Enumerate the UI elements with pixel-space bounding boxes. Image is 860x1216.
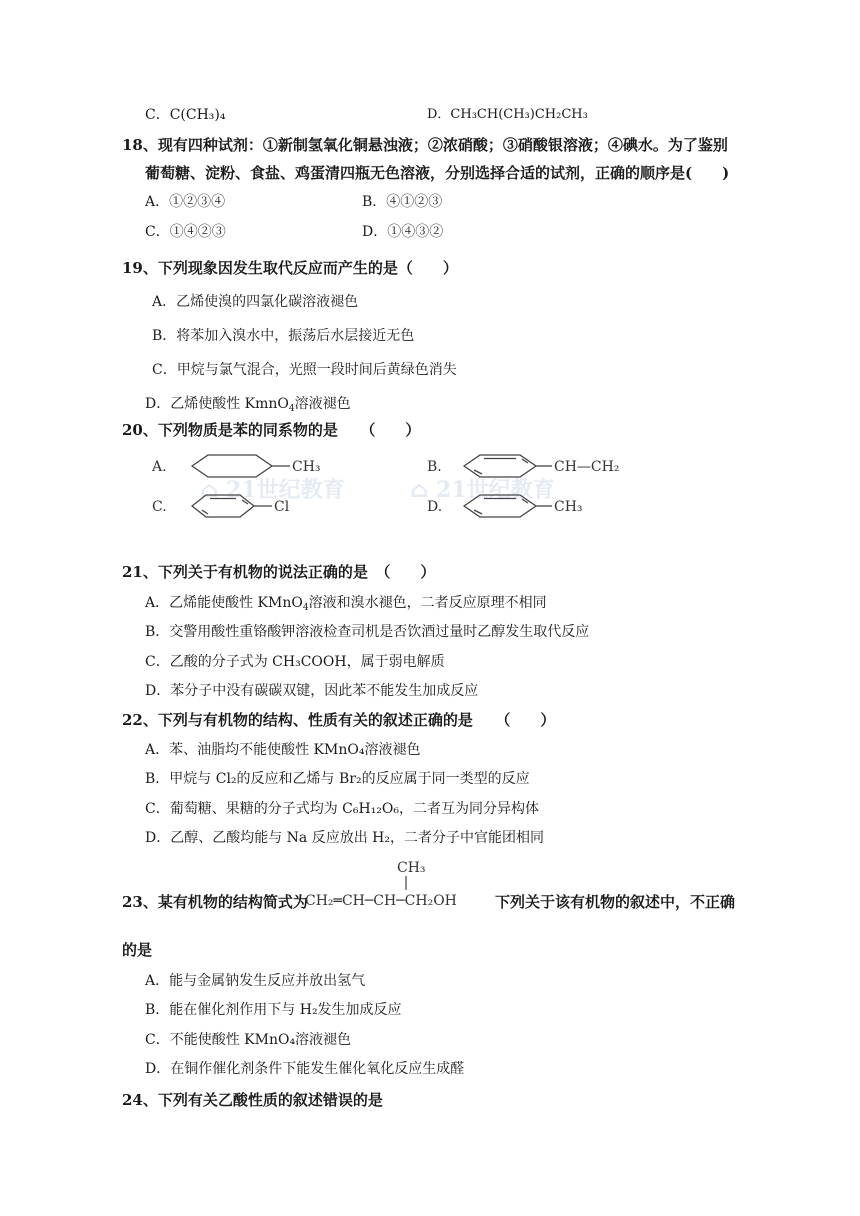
q23-option-b: B．能在催化剂作用下与 H₂发生加成反应 <box>145 1002 402 1018</box>
q22-option-a: A．苯、油脂均不能使酸性 KMnO₄溶液褪色 <box>145 742 421 758</box>
benzene-ring-b <box>464 455 536 477</box>
q23-main-chain: CH₂═CH─CH─CH₂OH <box>305 893 457 909</box>
q21-option-d: D．苯分子中没有碳碳双键，因此苯不能发生加成反应 <box>145 683 479 699</box>
q18-stem-line1: 18、现有四种试剂：①新制氢氧化铜悬浊液；②浓硝酸；③硝酸银溶液；④碘水。为了鉴别 <box>122 136 728 154</box>
q20-group-d: CH₃ <box>554 499 583 515</box>
q23-stem-pre: 23、某有机物的结构简式为 <box>122 893 308 911</box>
q18-option-b: B．④①②③ <box>362 194 443 210</box>
benzene-ring-d <box>464 495 536 517</box>
q20-label-b: B. <box>427 459 442 475</box>
q19-option-c: C．甲烷与氯气混合，光照一段时间后黄绿色消失 <box>152 362 457 378</box>
q19-option-d <box>145 394 351 414</box>
q18-option-a: A．①②③④ <box>145 194 226 210</box>
q19-stem: 19、下列现象因发生取代反应而产生的是（ ） <box>122 259 458 277</box>
q20-group-c: Cl <box>274 499 290 515</box>
q23-option-a: A．能与金属钠发生反应并放出氢气 <box>145 973 366 989</box>
q24-stem: 24、下列有关乙酸性质的叙述错误的是 <box>122 1091 383 1109</box>
q20-group-a: CH₃ <box>292 459 321 475</box>
q19-option-d-subscript: 4 <box>288 404 295 414</box>
svg-text:⌂ 21世纪教育: ⌂ 21世纪教育 <box>200 477 345 503</box>
q20-label-c: C. <box>152 499 167 515</box>
q19-option-d-text-end: 溶液褪色 <box>294 396 351 412</box>
q23-structure-formula <box>305 855 495 915</box>
q23-option-c: C．不能使酸性 KMnO₄溶液褪色 <box>145 1032 352 1048</box>
q23-option-d: D．在铜作催化剂条件下能发生催化氧化反应生成醛 <box>145 1061 465 1077</box>
q21-option-c: C．乙酸的分子式为 CH₃COOH，属于弱电解质 <box>145 654 445 670</box>
q21-option-a-text: A．乙烯能使酸性 KMnO <box>145 595 303 611</box>
q20-label-a: A. <box>152 459 167 475</box>
q20-stem: 20、下列物质是苯的同系物的是 （ ） <box>122 421 421 439</box>
q21-option-a-text-end: 溶液和溴水褪色，二者反应原理不相同 <box>308 595 547 611</box>
q20-structures-figure <box>140 445 660 525</box>
q22-option-c: C．葡萄糖、果糖的分子式均为 C₆H₁₂O₆，二者互为同分异构体 <box>145 801 540 817</box>
benzene-ring-c <box>192 495 254 517</box>
q20-group-b: CH—CH₂ <box>554 459 620 475</box>
q17-option-c: C．C(CH₃)₄ <box>145 107 226 123</box>
q18-option-c: C．①④②③ <box>145 224 226 240</box>
benzene-ring-a <box>192 455 272 477</box>
q20-label-d: D. <box>427 499 443 515</box>
q18-stem-line2: 葡萄糖、淀粉、食盐、鸡蛋清四瓶无色溶液，分别选择合适的试剂，正确的顺序是( ) <box>145 164 730 182</box>
q19-option-d-text: D．乙烯使酸性 KmnO <box>145 396 289 412</box>
q21-stem: 21、下列关于有机物的说法正确的是 （ ） <box>122 563 436 581</box>
q22-option-d: D．乙醇、乙酸均能与 Na 反应放出 H₂，二者分子中官能团相同 <box>145 830 544 846</box>
q22-stem: 22、下列与有机物的结构、性质有关的叙述正确的是 （ ） <box>122 711 556 729</box>
q19-option-a: A．乙烯使溴的四氯化碳溶液褪色 <box>152 294 359 310</box>
q23-stem-line2: 的是 <box>122 941 153 959</box>
q21-option-a <box>145 593 547 613</box>
q21-option-a-subscript: 4 <box>302 603 309 613</box>
q21-option-b: B．交警用酸性重铬酸钾溶液检查司机是否饮酒过量时乙醇发生取代反应 <box>145 624 590 640</box>
q18-option-d: D．①④③② <box>362 224 444 240</box>
svg-text:⌂ 21世纪教育: ⌂ 21世纪教育 <box>410 477 555 503</box>
q17-option-d: D．CH₃CH(CH₃)CH₂CH₃ <box>427 107 588 122</box>
q19-option-b: B．将苯加入溴水中，振荡后水层接近无色 <box>152 328 415 344</box>
q22-option-b: B．甲烷与 Cl₂的反应和乙烯与 Br₂的反应属于同一类型的反应 <box>145 771 530 787</box>
q23-methyl-group: CH₃ <box>397 860 426 876</box>
q23-stem-post: 下列关于该有机物的叙述中，不正确 <box>495 893 736 911</box>
